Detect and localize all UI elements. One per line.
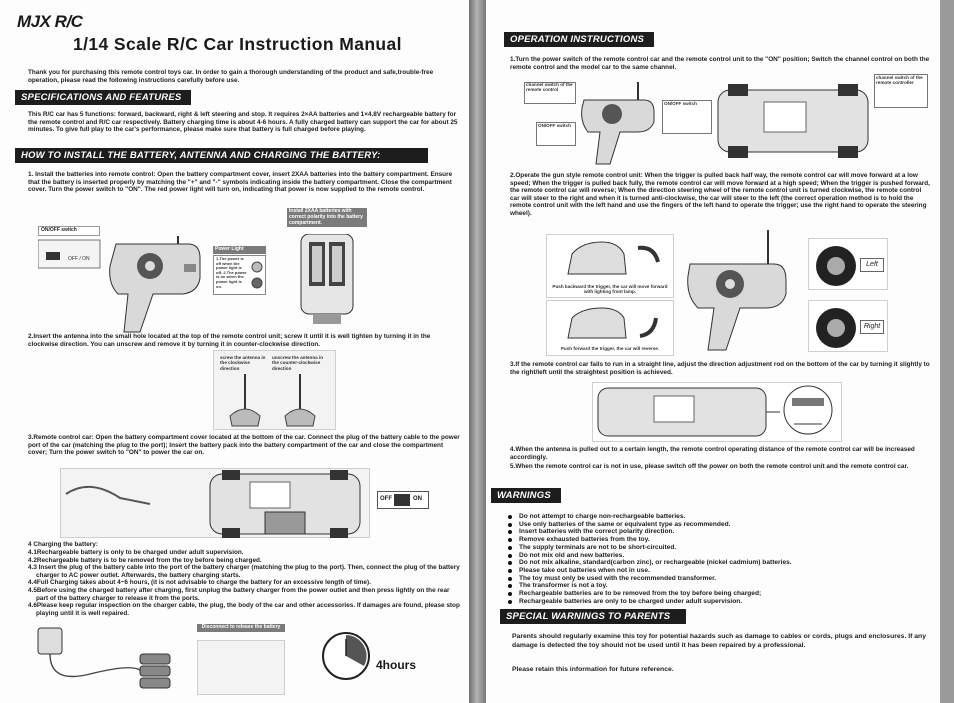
warning-item: Please take out batteries when not in use. xyxy=(508,567,928,575)
warning-item: Use only batteries of the same or equivalent type as recommended. xyxy=(508,521,928,529)
car-onoff-label: ON/OFF switch xyxy=(664,101,697,106)
steering-remote-illustration xyxy=(684,230,788,354)
car-front-illustration xyxy=(562,238,662,280)
adjustment-car-illustration xyxy=(594,384,840,440)
operation-step1: 1.Turn the power switch of the remote control car and the remote control unit to the "ON" position; Switch the channel control on both the remote control and the model car to the same channel. xyxy=(510,56,930,71)
warning-item: The supply terminals are not to be short-circuited. xyxy=(508,544,928,552)
charging-item: 4.2Rechargeable battery is to be removed from the toy before being charged. xyxy=(28,556,262,564)
clock-icon xyxy=(320,630,372,682)
warning-item: Do not mix alkaline, standard(carbon zinc), or rechargeable (nickel cadmium) batteries. xyxy=(508,559,928,567)
battery-compartment-illustration xyxy=(293,234,361,326)
install-batteries-note: Install 2XAA batteries with correct polarity into the battery compartment. xyxy=(287,208,367,227)
warning-item: The transformer is not a toy. xyxy=(508,582,928,590)
page-edge xyxy=(940,0,954,703)
steer-left-label: Left xyxy=(860,258,884,272)
parents-text: Parents should regularly examine this toy for potential hazards such as damage to cables or cords, plugs and enclosures. If any damage is detected the toy should not be used until it has been repaired by a professional. xyxy=(512,633,926,649)
warning-item: Insert batteries with the correct polarity direction. xyxy=(508,528,928,536)
antenna-illustration xyxy=(220,372,330,428)
charging-item: 4.4Full Charging takes about 4~6 hours, (it is not advisable to charge the battery for an excessive length of time). xyxy=(28,579,371,587)
install-step1: 1. Install the batteries into remote control: Open the battery compartment cover, insert 2XAA batteries into the battery compartment. Ensure that the battery is inserted properly by matching the "+" and "-" symbols indicating inside the battery compartment. Close the compartment cover. Turn the power switch to "ON". The red power light will turn on, indicating that power is now supplied to the remote control. xyxy=(28,171,453,194)
warning-item: The toy must only be used with the recommended transformer. xyxy=(508,575,928,583)
charging-heading: 4 Charging the battery: xyxy=(28,541,98,548)
car-rear-illustration xyxy=(562,304,662,344)
warning-item: Do not mix old and new batteries. xyxy=(508,552,928,560)
charger-illustration xyxy=(30,624,180,696)
controller-channel-label: channel switch of the remote controller xyxy=(876,75,923,86)
warning-item: Do not attempt to charge non-rechargeable batteries. xyxy=(508,513,928,521)
charging-list xyxy=(28,549,460,617)
warnings-heading: WARNINGS xyxy=(491,488,561,503)
car-on-label: ON xyxy=(413,496,422,502)
retain-text: Please retain this information for future reference. xyxy=(512,666,674,673)
car-bottom-illustration xyxy=(60,468,370,540)
right-page xyxy=(486,0,940,703)
warning-item: Rechargeable batteries are to be removed from the toy before being charged; xyxy=(508,590,928,598)
operation-step3: 3.If the remote control car fails to run in a straight line, adjust the direction adjustment rod on the bottom of the car by turning it slightly to the right/left until the straightest position is achieved. xyxy=(510,361,930,376)
remote-control-illustration xyxy=(38,236,213,340)
charging-item: 4.6Please keep regular inspection on the charger cable, the plug, the body of the car and other accessories. If damages are found, please stop playing until it is well repaired. xyxy=(28,602,460,617)
remote-onoff-label: ON/OFF switch xyxy=(538,123,571,128)
disconnect-figure xyxy=(197,640,285,695)
specs-text: This R/C car has 5 functions: forward, backward, right & left steering and stop. It requires 2×AA batteries and 1×4.8V rechargeable battery for the remote control and R/C car respectively. Battery charging time is about 4-6 hours. A fully charged battery can support the car for about 25 minutes. To give full play to the car's performance, please make sure that battery is full charged before playing. xyxy=(28,111,458,134)
disconnect-label: Disconnect to release the battery xyxy=(197,624,285,632)
push-backward-caption: Push backward the trigger, the car will move forward with lighting front lamp. xyxy=(552,284,668,295)
charging-item: 4.5Before using the charged battery after charging, first unplug the battery charger from the power outlet and then press lightly on the rear part of the battery charger to release it from the ports. xyxy=(28,586,450,602)
intro-text: Thank you for purchasing this remote control toys car. In order to gain a thorough understanding of the product and safe,trouble-free operation, please read the following instructions carefully before use. xyxy=(28,69,434,84)
operation-remote-illustration xyxy=(580,82,656,166)
charging-item: 4.3 Insert the plug of the battery cable into the port of the battery charger (matching the plug to the port). Then, connect the plug of the battery charger to AC power outlet. Afterwards, the battery charging starts. xyxy=(28,564,460,579)
install-step3: 3.Remote control car: Open the battery compartment cover located at the bottom of the car. Connect the plug of the battery cable to the power port of the car (matching the plug to the port); Insert the battery pack into the battery compartment of the car and close the compartment cover; Turn the power switch to "ON" to power the car on. xyxy=(28,434,460,457)
operation-step5: 5.When the remote control car is not in use, please switch off the power on both the remote control unit and the remote control car. xyxy=(510,463,909,470)
charging-item: 4.1Rechargeable battery is only to be charged under adult supervision. xyxy=(28,549,244,556)
parents-heading: SPECIAL WARNINGS TO PARENTS xyxy=(500,609,686,624)
steer-right-label: Right xyxy=(860,320,884,334)
install-step2: 2.Insert the antenna into the small hole located at the top of the remote control unit; screw it until it is well tighten by turning it in the clockwise direction. You can unscrew and remove it by turning it in counter-clockwise direction. xyxy=(28,333,431,348)
specs-heading: SPECIFICATIONS AND FEATURES xyxy=(15,90,191,105)
power-light-note: 1.The power is off when the power light is off. 2.The power is on when the power light is on. xyxy=(216,256,247,289)
warning-item: Remove exhausted batteries from the toy. xyxy=(508,536,928,544)
warnings-list xyxy=(508,513,928,605)
operation-step4: 4.When the antenna is pulled out to a certain length, the remote control operating distance of the remote control car will be increased accordingly. xyxy=(510,446,915,461)
charging-hours-label: 4hours xyxy=(376,658,417,672)
operation-car-illustration xyxy=(714,84,874,158)
operation-step2: 2.Operate the gun style remote control unit: When the trigger is pulled back half way, the remote control car will move forward at a low speed; When the trigger is pulled back fully, the remote control car will move forward at a high speed; When the trigger is pushed forward, the remote control car will reverse; When the direction steering wheel of the remote control unit is turned clockwise, the remote control car will steer to the right and when it is turned anti-clockwise, the car will steer to the left (the correct operation method is to hold the remote control unit with the left hand and use the fingers of the left hand to operate the trigger; use the right hand to operate the steering wheel). xyxy=(510,172,930,217)
onoff-switch-label: ON/OFF switch xyxy=(38,226,100,236)
car-switch-slider xyxy=(394,494,410,506)
install-heading: HOW TO INSTALL THE BATTERY, ANTENNA AND CHARGING THE BATTERY: xyxy=(15,148,428,163)
remote-channel-label: channel switch of the remote control xyxy=(526,82,573,93)
mjx-logo: MJX R/C xyxy=(17,12,83,31)
warning-item: Rechargeable batteries are only to be charged under adult supervision. xyxy=(508,598,928,606)
operation-heading: OPERATION INSTRUCTIONS xyxy=(504,32,654,47)
power-light-icons xyxy=(250,259,264,291)
car-off-label: OFF xyxy=(380,496,392,502)
unscrew-antenna-caption: unscrew the antenna in the counter-clockwise direction xyxy=(272,355,324,371)
wheel-left-icon xyxy=(814,244,858,288)
wheel-right-icon xyxy=(814,306,858,350)
push-forward-caption: Push forward the trigger, the car will reverse. xyxy=(560,346,660,351)
power-light-label: Power Light xyxy=(213,246,266,254)
screw-antenna-caption: screw the antenna in the clockwise direction xyxy=(220,355,266,371)
manual-title: 1/14 Scale R/C Car Instruction Manual xyxy=(73,34,402,54)
svg-text:OFF / ON: OFF / ON xyxy=(68,256,90,262)
book-spine xyxy=(469,0,486,703)
left-page xyxy=(0,0,469,703)
